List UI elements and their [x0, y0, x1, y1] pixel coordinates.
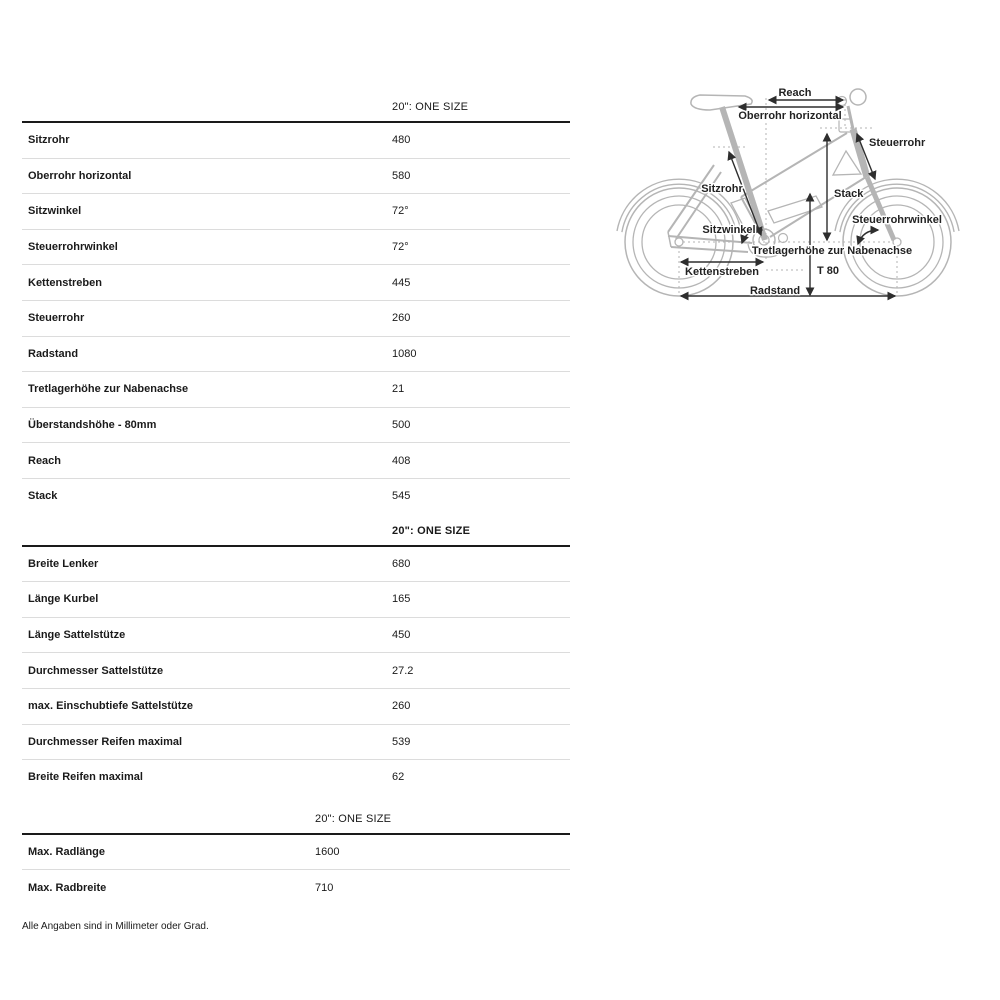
front-wheel-sketch: [835, 179, 959, 296]
spec-value: 539: [392, 735, 411, 748]
spec-label: Sitzwinkel: [28, 205, 82, 218]
spec-label: Überstandshöhe - 80mm: [28, 419, 157, 432]
spec-label: Länge Sattelstütze: [28, 629, 126, 642]
section-header: [22, 514, 570, 547]
table-row: [22, 158, 570, 194]
size-header: 20": ONE SIZE: [392, 524, 471, 537]
table-row: [22, 193, 570, 229]
spec-value: 165: [392, 593, 411, 606]
table-row: [22, 652, 570, 688]
spec-label: Oberrohr horizontal: [28, 169, 132, 182]
spec-value: 445: [392, 276, 411, 289]
spec-label: Steuerrohrwinkel: [28, 241, 118, 254]
spec-value: 1600: [315, 845, 340, 858]
size-header: 20": ONE SIZE: [392, 101, 469, 113]
label-reach: Reach: [778, 87, 812, 99]
spec-value: 27.2: [392, 664, 414, 677]
spec-value: 545: [392, 490, 411, 503]
table-row: [22, 581, 570, 617]
geometry-section: [22, 90, 570, 514]
table-row: [22, 407, 570, 443]
label-stack: Stack: [834, 188, 864, 200]
spec-value: 21: [392, 383, 405, 396]
spec-label: Kettenstreben: [28, 276, 102, 289]
label-oberrohr-horizontal: Oberrohr horizontal: [738, 110, 842, 122]
spec-value: 260: [392, 312, 411, 325]
label-steuerrohrwinkel: Steuerrohrwinkel: [852, 214, 942, 226]
label-kettenstreben: Kettenstreben: [685, 266, 759, 278]
spec-label: Radstand: [28, 347, 79, 360]
units-footnote: Alle Angaben sind in Millimeter oder Grad.: [22, 920, 209, 932]
table-row: [22, 229, 570, 265]
label-sitzwinkel: Sitzwinkel: [702, 224, 756, 236]
max-dimensions-section: [22, 795, 570, 905]
label-tretlagerhoehe: Tretlagerhöhe zur Nabenachse: [751, 245, 913, 257]
spec-value: 450: [392, 629, 411, 642]
components-section: [22, 514, 570, 795]
label-sitzrohr: Sitzrohr: [701, 183, 743, 195]
spec-label: Max. Radlänge: [28, 845, 106, 858]
label-radstand: Radstand: [749, 285, 801, 297]
spec-label: Reach: [28, 454, 62, 467]
table-row: [22, 336, 570, 372]
spec-label: Durchmesser Reifen maximal: [28, 735, 183, 748]
table-row: [22, 547, 570, 582]
spec-value: 680: [392, 557, 411, 570]
spec-label: Steuerrohr: [28, 312, 85, 325]
table-row: [22, 371, 570, 407]
spec-value: 500: [392, 419, 411, 432]
table-row: [22, 478, 570, 514]
table-row: [22, 835, 570, 870]
spec-label: Breite Lenker: [28, 557, 99, 570]
measurement-arrows: [681, 100, 895, 296]
geometry-spec-table: [22, 90, 570, 932]
label-t80: T 80: [817, 265, 840, 277]
spec-value: 480: [392, 134, 411, 147]
spec-label: Stack: [28, 490, 58, 503]
spec-value: 260: [392, 700, 411, 713]
section-header: [22, 90, 570, 123]
spec-label: Sitzrohr: [28, 134, 70, 147]
table-row: [22, 688, 570, 724]
table-row: [22, 759, 570, 795]
spec-value: 710: [315, 881, 334, 894]
spec-label: Breite Reifen maximal: [28, 771, 143, 784]
spec-value: 1080: [392, 347, 417, 360]
rear-wheel-sketch: [617, 179, 741, 296]
table-row: [22, 442, 570, 478]
table-row: [22, 264, 570, 300]
spec-value: 580: [392, 169, 411, 182]
spec-value: 72°: [392, 205, 409, 218]
spec-value: 62: [392, 771, 405, 784]
construction-lines: [679, 98, 897, 296]
table-row: [22, 617, 570, 653]
size-header: 20": ONE SIZE: [315, 812, 392, 825]
table-row: [22, 869, 570, 905]
table-row: [22, 724, 570, 760]
section-header: [22, 795, 570, 835]
label-steuerrohr: Steuerrohr: [869, 137, 926, 149]
frame-sketch: [668, 89, 894, 257]
spec-label: max. Einschubtiefe Sattelstütze: [28, 700, 194, 713]
table-row: [22, 123, 570, 158]
spec-label: Tretlagerhöhe zur Nabenachse: [28, 383, 189, 396]
spec-label: Durchmesser Sattelstütze: [28, 664, 164, 677]
spec-value: 408: [392, 454, 411, 467]
spec-value: 72°: [392, 241, 409, 254]
spec-label: Länge Kurbel: [28, 593, 99, 606]
table-row: [22, 300, 570, 336]
spec-label: Max. Radbreite: [28, 881, 107, 894]
